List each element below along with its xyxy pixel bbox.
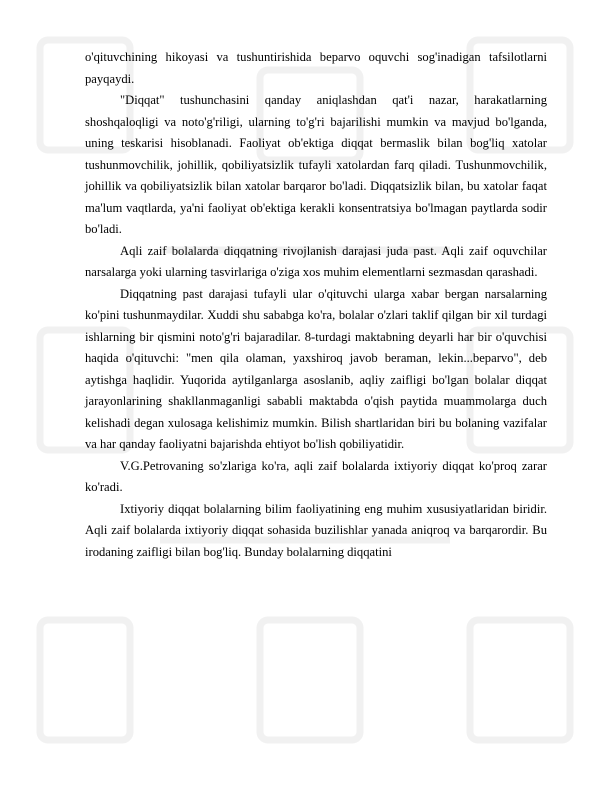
document-page (85, 47, 547, 563)
paragraph-3: Aqli zaif bolalarda diqqatning rivojlanish darajasi juda past. Aqli zaif oquvchilar narsalarga yoki ularning tasvirlariga o'ziga xos muhim elementlarni sezmasdan qarashadi. (85, 243, 547, 279)
paragraph-6: Ixtiyoriy diqqat bolalarning bilim faoliyatining eng muhim xususiyatlaridan biridir. Aqli zaif bolalarda ixtiyoriy diqqat sohasida buzilishlar yanada aniqroq va barqarordir. Bu irodaning zaifligi bilan bog'liq. Bunday bolalarning diqqatini (85, 501, 547, 559)
paragraph-4: Diqqatning past darajasi tufayli ular o'qituvchi ularga xabar bergan narsalarning ko'pini tushunmaydilar. Xuddi shu sababga ko'ra, bolalar o'zlari taklif qilgan bir xil turdagi ishlarning bir qismini noto'g'ri bajaradilar. 8-turdagi maktabning deyarli har bir o'quvchisi haqida o'qituvchi: "men qila olaman, yaxshiroq javob beraman, lekin...beparvo", deb aytishga haqlidir. Yuqorida aytilganlarga asoslanib, aqliy zaifligi bo'lgan bolalar diqqat jarayonlarining shakllanmaganligi sababli maktabda o'qish paytida muammolarga duch kelishadi degan xulosaga kelishimiz mumkin. Bilish shartlaridan biri bu bolaning vazifalar va har qanday faoliyatni bajarishda ehtiyot bo'lish qobiliyatidir. (85, 286, 547, 451)
paragraph-1: o'qituvchining hikoyasi va tushuntirishida beparvo oquvchi sog'inadigan tafsilotlarni payqaydi. (85, 50, 547, 86)
paragraph-5: V.G.Petrovaning so'zlariga ko'ra, aqli zaif bolalarda ixtiyoriy diqqat ko'proq zarar ko'radi. (85, 458, 547, 494)
paragraph-2: "Diqqat" tushunchasini qanday aniqlashdan qat'i nazar, harakatlarning shoshqaloqligi va noto'g'riligi, ularning to'g'ri bajarilishi mumkin va mavjud bo'lganda, uning teskarisi hisoblanadi. Faoliyat ob'ektiga diqqat bermaslik bilan bog'liq xatolar tushunmovchilik, johillik, qobiliyatsizlik tufayli xatolardan farq qiladi. Tushunmovchilik, johillik va qobiliyatsizlik bilan xatolar barqaror bo'ladi. Diqqatsizlik bilan, bu xatolar faqat ma'lum vaqtlarda, ya'ni faoliyat ob'ektiga kerakli konsentratsiya bo'lmagan paytlarda sodir bo'ladi. (85, 93, 547, 236)
